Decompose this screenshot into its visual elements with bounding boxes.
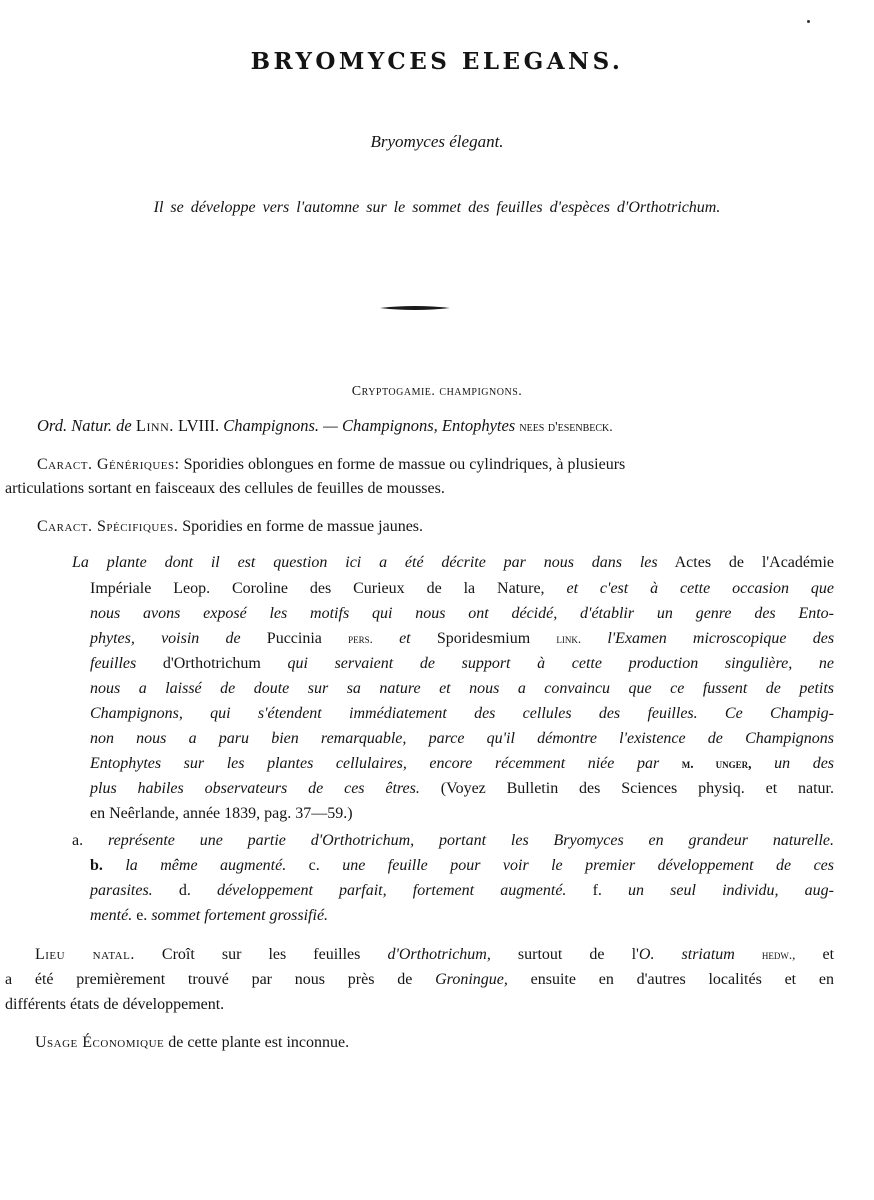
description-line-7: Champignons, qui s'étendent immédiatement des cellules des feuilles. Ce Champig-: [90, 705, 834, 722]
description-line-8: non nous a paru bien remarquable, parce qu'il démontre l'existence de Champignons: [90, 730, 834, 747]
specific-characters: [37, 518, 423, 536]
desc-1a: La plante dont il est question ici a été décrite par nous dans les: [72, 554, 658, 571]
desc-10a: plus habiles observateurs de ces êtres.: [90, 780, 420, 797]
generic-characters-line-1: [37, 456, 625, 474]
habitat-1f: et: [822, 946, 835, 963]
figure-text-a: représente une partie d'Orthotrichum, portant les Bryomyces en grandeur naturelle.: [107, 832, 835, 849]
desc-5c: qui servaient de support à cette production singulière, ne: [287, 655, 834, 672]
habitat-label: Lieu natal.: [35, 946, 135, 963]
figure-text-c2: parasites.: [90, 882, 153, 899]
habitat-1b: d'Orthotrichum,: [387, 946, 491, 963]
description-line-1: [72, 554, 834, 572]
habitat-line-1: [35, 946, 834, 964]
order-entophytes: Entophytes: [441, 416, 516, 435]
figure-text-d: développement parfait, fortement augmenté.: [216, 882, 567, 899]
ink-speck: [807, 20, 810, 23]
desc-9b: m. unger,: [681, 756, 752, 771]
usage-line: [35, 1034, 349, 1052]
desc-4a: phytes, voisin de: [90, 630, 241, 647]
intro-line: Il se développe vers l'automne sur le sommet des feuilles d'espèces d'Orthotrichum.: [153, 199, 721, 216]
generic-characters-line-2: articulations sortant en faisceaux des cellules de feuilles de mousses.: [5, 480, 445, 497]
figure-key-a: a.: [72, 832, 84, 849]
figure-text-b: la même augmenté.: [125, 857, 287, 874]
figure-text-e: sommet fortement grossifié.: [151, 907, 329, 924]
usage-label: Usage Économique: [35, 1034, 165, 1051]
figure-key-d: d.: [178, 882, 191, 899]
ornament-divider-icon: [380, 304, 450, 312]
desc-9a: Entophytes sur les plantes cellulaires, encore récemment niée par: [90, 755, 660, 772]
desc-4b: Puccinia: [266, 630, 322, 647]
description-line-9: [90, 755, 834, 773]
figure-line-1: [72, 832, 834, 850]
specific-text: Sporidies en forme de massue jaunes.: [182, 518, 424, 535]
figure-text-c: une feuille pour voir le premier développement de ces: [342, 857, 835, 874]
figure-key-b: b.: [90, 857, 103, 874]
habitat-1a: Croît sur les feuilles: [161, 946, 361, 963]
description-line-6: nous a laissé de doute sur sa nature et nous a convaincu que ce fussent de petits: [90, 680, 834, 697]
desc-5a: feuilles: [90, 655, 137, 672]
french-name: Bryomyces élegant.: [370, 132, 504, 151]
desc-2b: et c'est à cette occasion que: [566, 580, 835, 597]
desc-4d: et: [399, 630, 411, 647]
habitat-2a: a été premièrement trouvé par nous près de: [5, 971, 413, 988]
habitat-2b: Groningue,: [435, 971, 508, 988]
desc-4e: Sporidesmium: [436, 630, 531, 647]
desc-5b: d'Orthotrichum: [162, 655, 261, 672]
order-lead: Ord. Natur. de: [37, 416, 132, 435]
desc-4g: l'Examen microscopique des: [607, 630, 835, 647]
page-title: BRYOMYCES ELEGANS.: [250, 48, 624, 75]
classification-division: Cryptogamie.: [351, 384, 436, 399]
description-line-11: en Neêrlande, année 1839, pag. 37—59.): [90, 805, 353, 822]
description-line-10: [90, 780, 834, 798]
figure-line-4: [90, 907, 328, 925]
desc-2a: Impériale Leop. Coroline des Curieux de la Nature,: [90, 580, 545, 597]
habitat-1d: O. striatum: [638, 946, 735, 963]
description-line-4: [90, 630, 834, 648]
specific-label: Caract. Spécifiques.: [37, 518, 179, 535]
desc-4c: pers.: [348, 631, 373, 646]
usage-text: de cette plante est inconnue.: [168, 1034, 350, 1051]
figure-line-3: [90, 882, 834, 900]
figure-text-f2: menté.: [90, 907, 133, 924]
classification-heading: [0, 384, 874, 400]
desc-10b: (Voyez Bulletin des Sciences physiq. et natur.: [440, 780, 834, 797]
figure-text-f: un seul individu, aug-: [628, 882, 834, 899]
habitat-line-3: différents états de développement.: [5, 996, 225, 1013]
order-number: LVIII.: [178, 416, 220, 435]
description-line-2: [90, 580, 834, 598]
figure-key-e: e.: [136, 907, 148, 924]
classification-group: champignons.: [439, 384, 523, 399]
description-line-3: nous avons exposé les motifs qui nous ont décidé, d'établir un genre des Ento-: [90, 605, 834, 622]
description-line-5: [90, 655, 834, 673]
generic-label: Caract. Génériques:: [37, 456, 180, 473]
figure-key-c: c.: [308, 857, 320, 874]
desc-9c: un des: [774, 755, 835, 772]
habitat-2c: ensuite en d'autres localités et en: [530, 971, 835, 988]
generic-text-1: Sporidies oblongues en forme de massue ou cylindriques, à plusieurs: [183, 456, 626, 473]
order-champignons: Champignons. — Champignons,: [223, 416, 438, 435]
desc-1b: Actes de l'Académie: [674, 554, 834, 571]
habitat-line-2: [5, 971, 834, 989]
order-linn: Linn.: [135, 416, 174, 435]
order-line: [37, 416, 613, 436]
figure-line-2: [90, 857, 834, 875]
habitat-1e: hedw.,: [761, 947, 796, 962]
habitat-1c: surtout de l': [517, 946, 639, 963]
figure-key-f: f.: [592, 882, 602, 899]
desc-4f: link.: [556, 631, 582, 646]
order-author: nees d'esenbeck.: [519, 420, 613, 435]
